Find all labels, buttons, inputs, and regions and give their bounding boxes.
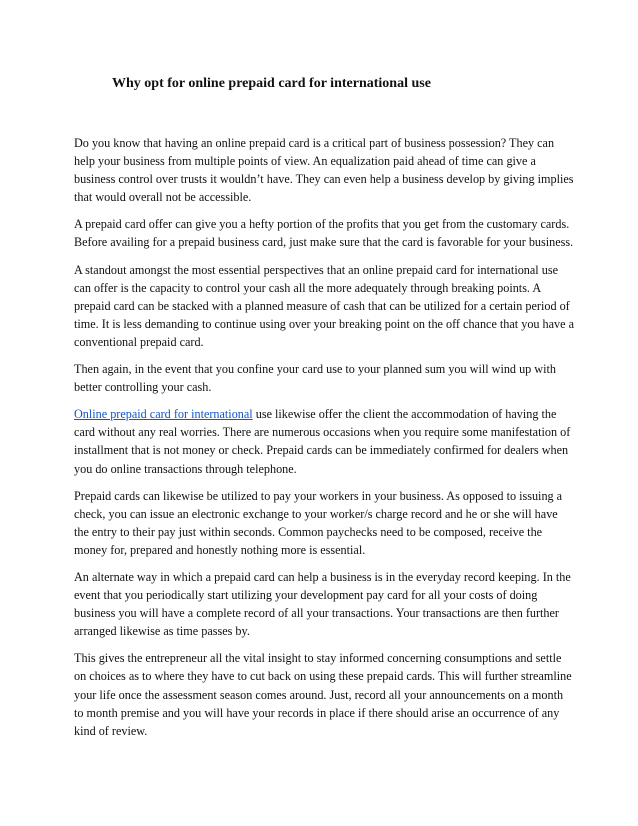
document-title: Why opt for online prepaid card for international use [112, 76, 431, 91]
paragraph-7: An alternate way in which a prepaid card can help a business is in the everyday record keeping. In the event that you periodically start utilizing your development pay card for all your costs of doing business you will have a complete record of all your transactions. Your transactions are then further arranged likewise as time passes by. [74, 569, 571, 639]
paragraph-5-text: use likewise offer the client the accommodation of having the card without any real worries. There are numerous occasions when you require some manifestation of installment that is not money or check. Prepaid cards can be immediately confirmed for dealers when you do online transactions through telephone. [74, 407, 571, 476]
online-prepaid-card-link[interactable]: Online prepaid card for international [74, 407, 253, 422]
document-body [74, 134, 574, 749]
paragraph-6: Prepaid cards can likewise be utilized to pay your workers in your business. As opposed to issuing a check, you can issue an electronic exchange to your worker/s charge record and he or she will have the entry to their pay just within seconds. Common paychecks need to be composed, receive the money for, prepared and honestly nothing more is essential. [74, 488, 563, 557]
paragraph-3: A standout amongst the most essential perspectives that an online prepaid card for international use can offer is the capacity to control your cash all the more adequately through breaking points. A prepaid card can be stacked with a planned measure of cash that can be utilized for a certain period of time. It is less demanding to continue using over your breaking point on the off chance that you have a conventional prepaid card. [74, 262, 575, 349]
paragraph-2: A prepaid card offer can give you a hefty portion of the profits that you get from the customary cards. Before availing for a prepaid business card, just make sure that the card is favorable for your business. [74, 217, 574, 250]
paragraph-4: Then again, in the event that you confine your card use to your planned sum you will wind up with better controlling your cash. [74, 362, 556, 395]
paragraph-1: Do you know that having an online prepaid card is a critical part of business possession? They can help your business from multiple points of view. An equalization paid ahead of time can give a business control over trusts it wouldn’t have. They can even help a business develop by giving implies that would overall not be accessible. [74, 136, 574, 205]
paragraph-5 [74, 405, 574, 477]
paragraph-8: This gives the entrepreneur all the vital insight to stay informed concerning consumptions and settle on choices as to where they have to cut back on using these prepaid cards. This will further streamline your life once the assessment season comes around. Just, record all your announcements on a month to month premise and you will have your records in place if there should arise an occurrence of any kind of review. [74, 651, 572, 738]
